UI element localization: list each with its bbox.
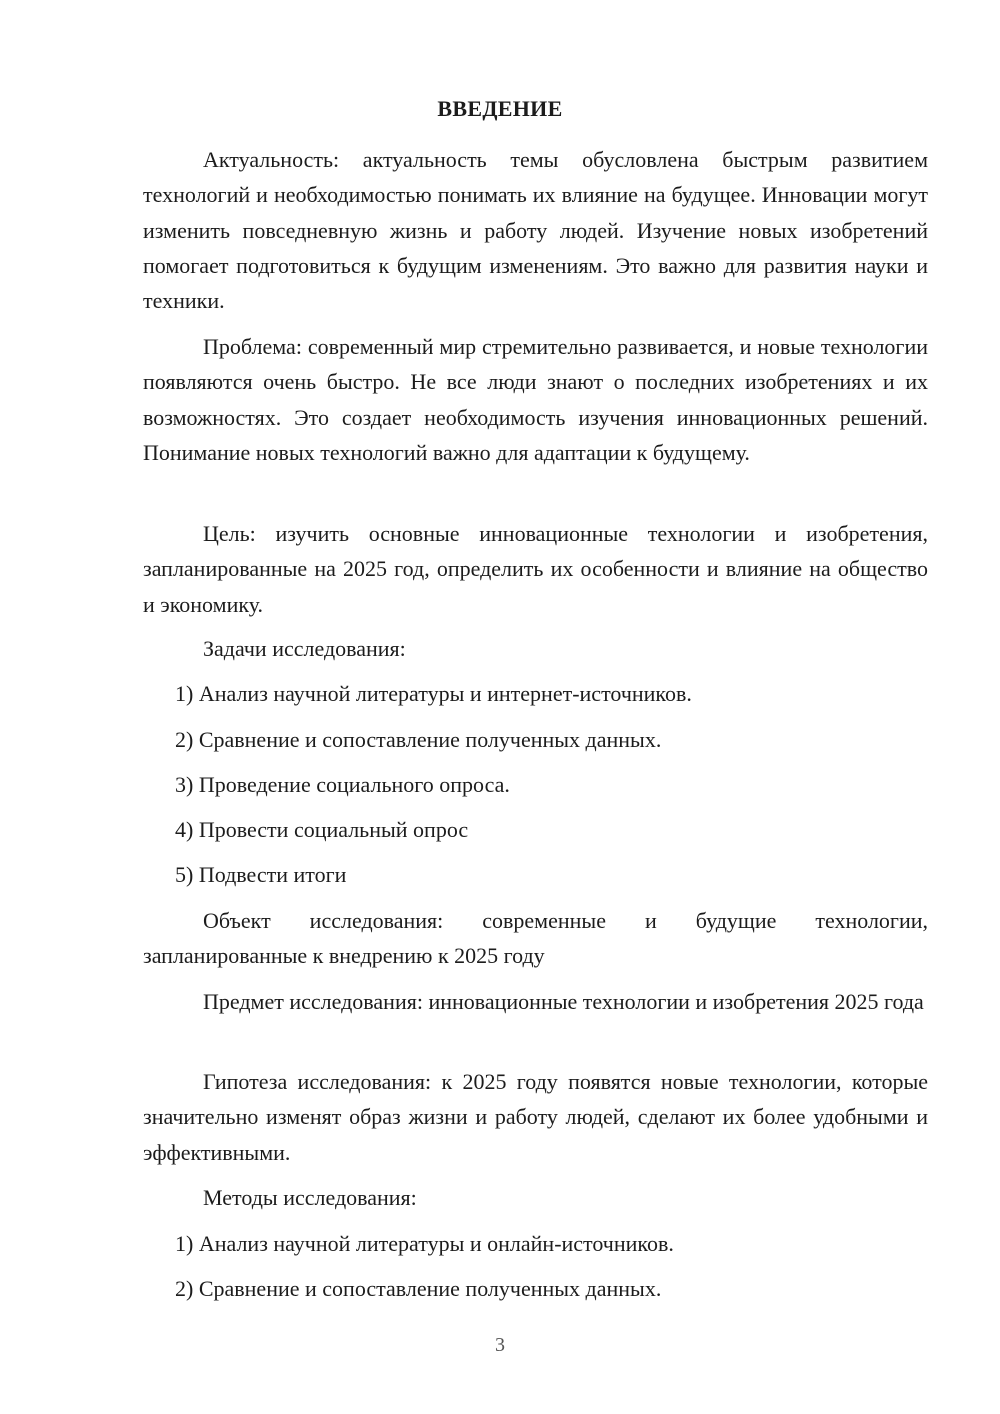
task-item-1: 1) Анализ научной литературы и интернет-источников.: [175, 681, 692, 706]
task-item-3: 3) Проведение социального опроса.: [175, 772, 510, 797]
paragraph-relevance: Актуальность: актуальность темы обусловлена быстрым развитием технологий и необходимостью понимать их влияние на будущее. Инновации могут изменить повседневную жизнь и работу людей. Изучение новых изобретений помогает подготовиться к будущим изменениям. Это важно для развития науки и техники.: [143, 147, 928, 314]
methods-heading: Методы исследования:: [203, 1185, 417, 1210]
task-item-4: 4) Провести социальный опрос: [175, 817, 469, 842]
paragraph-problem: Проблема: современный мир стремительно развивается, и новые технологии появляются очень быстро. Не все люди знают о последних изобретениях и их возможностях. Это создает необходимость изучения инновационных решений. Понимание новых технологий важно для адаптации к будущему.: [143, 334, 928, 465]
section-heading: ВВЕДЕНИЕ: [437, 96, 563, 121]
task-item-2: 2) Сравнение и сопоставление полученных данных.: [175, 727, 662, 752]
paragraph-subject: Предмет исследования: инновационные технологии и изобретения 2025 года: [203, 989, 924, 1014]
paragraph-hypothesis: Гипотеза исследования: к 2025 году появятся новые технологии, которые значительно изменят образ жизни и работу людей, сделают их более удобными и эффективными.: [143, 1069, 928, 1165]
page-number: 3: [495, 1334, 505, 1356]
tasks-heading: Задачи исследования:: [203, 636, 406, 661]
method-item-2: 2) Сравнение и сопоставление полученных данных.: [175, 1276, 662, 1301]
paragraph-object: Объект исследования: современные и будущие технологии, запланированные к внедрению к 2025 году: [143, 908, 928, 969]
paragraph-goal: Цель: изучить основные инновационные технологии и изобретения, запланированные на 2025 год, определить их особенности и влияние на общество и экономику.: [143, 521, 928, 617]
task-item-5: 5) Подвести итоги: [175, 862, 347, 887]
method-item-1: 1) Анализ научной литературы и онлайн-источников.: [175, 1231, 674, 1256]
